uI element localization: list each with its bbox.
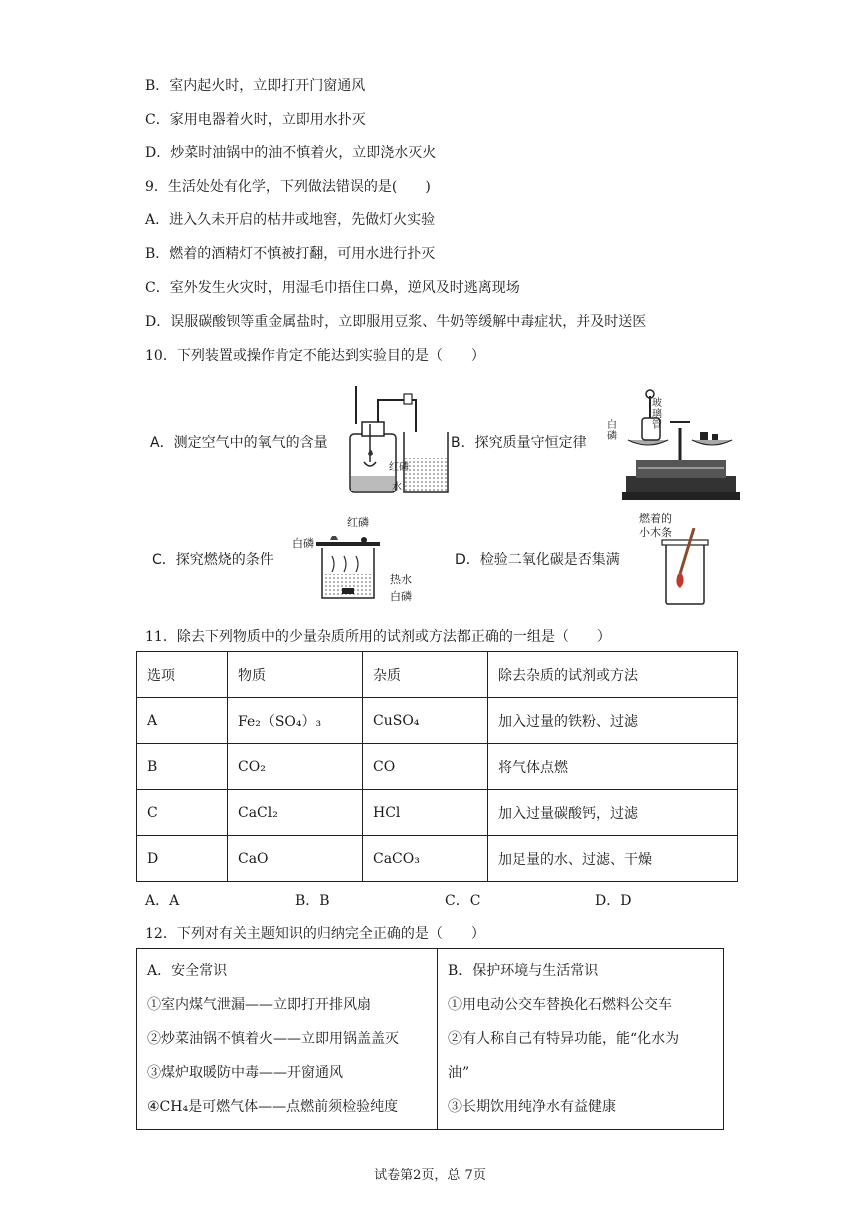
q10-figure-c-tag-white-phosphorus-bottom: 白磷 (390, 590, 412, 603)
q11-option-b: B．B (295, 893, 330, 909)
q9-option-c: C．室外发生火灾时，用湿毛巾捂住口鼻，逆风及时逃离现场 (145, 280, 520, 296)
q12-a-item: ④CH₄是可燃气体——点燃前须检验纯度 (147, 1099, 399, 1115)
q12-b-heading: B．保护环境与生活常识 (448, 963, 599, 979)
q12-a-heading: A．安全常识 (147, 963, 228, 979)
q9-option-a: A．进入久未开启的枯井或地窖，先做灯火实验 (145, 212, 436, 228)
q12-a-item: ③煤炉取暖防中毒——开窗通风 (147, 1065, 343, 1081)
table-cell: 加足量的水、过滤、干燥 (488, 836, 738, 882)
q10-figure-d-tag-splint: 小木条 (639, 526, 672, 539)
q10-figure-d-tag-burning: 燃着的 (639, 512, 672, 525)
table-header-row (137, 652, 738, 698)
q10-figure-c-tag-hot-water: 热水 (390, 573, 412, 586)
q11-stem: 11．除去下列物质中的少量杂质所用的试剂或方法都正确的一组是（ ） (145, 629, 611, 645)
q11-option-d: D．D (595, 893, 632, 909)
table-header-cell: 除去杂质的试剂或方法 (488, 652, 738, 698)
q11-option-a: A．A (145, 893, 180, 909)
q9-option-d: D．误服碳酸钡等重金属盐时，立即服用豆浆、牛奶等缓解中毒症状，并及时送医 (145, 314, 647, 330)
table-cell: 加入过量碳酸钙，过滤 (488, 790, 738, 836)
q10-figure-c-apparatus (312, 536, 392, 608)
table-cell: D (137, 836, 228, 882)
q12-table (136, 948, 724, 1130)
q12-stem: 12．下列对有关主题知识的归纳完全正确的是（ ） (145, 926, 485, 942)
q9-option-b: B．燃着的酒精灯不慎被打翻，可用水进行扑灭 (145, 246, 436, 262)
table-header-cell: 杂质 (363, 652, 488, 698)
q10-figure-b-label: B．探究质量守恒定律 (451, 435, 587, 451)
q11-option-c: C．C (445, 893, 481, 909)
page-footer: 试卷第2页，总 7页 (374, 1168, 486, 1183)
q10-figure-c-tag-white-phosphorus-top: 白磷 (292, 537, 314, 550)
q10-figure-b-balance (620, 388, 740, 502)
table-cell: CuSO₄ (363, 698, 488, 744)
table-cell: CaCO₃ (363, 836, 488, 882)
table-cell: CaO (228, 836, 363, 882)
q10-figure-b-tag-white-phosphorus: 白磷 (607, 420, 617, 442)
q12-a-item: ②炒菜油锅不慎着火——立即用锅盖盖灭 (147, 1031, 399, 1047)
q10-figure-d-gas-bottle (660, 528, 710, 608)
q12-b-item: 油” (448, 1065, 470, 1081)
q10-figure-a-tag-water: 水 (392, 482, 402, 493)
table-cell: 加入过量的铁粉、过滤 (488, 698, 738, 744)
table-cell: C (137, 790, 228, 836)
table-cell: Fe₂（SO₄）₃ (228, 698, 363, 744)
table-header-cell: 选项 (137, 652, 228, 698)
q10-figure-a-tag-red-phosphorus: 红磷 (389, 462, 409, 473)
table-header-cell: 物质 (228, 652, 363, 698)
q10-figure-c-label: C．探究燃烧的条件 (152, 552, 274, 568)
table-row (137, 698, 738, 744)
table-row (137, 744, 738, 790)
table-cell: 将气体点燃 (488, 744, 738, 790)
q12-a-item: ①室内煤气泄漏——立即打开排风扇 (147, 997, 371, 1013)
q10-figure-a-label: A．测定空气中的氧气的含量 (150, 435, 328, 451)
q8-option-b: B．室内起火时，立即打开门窗通风 (145, 78, 366, 94)
table-cell: B (137, 744, 228, 790)
q9-stem: 9．生活处处有化学，下列做法错误的是( ) (145, 179, 431, 195)
q10-figure-b-tag-glass-tube: 玻璃管 (652, 398, 662, 431)
table-cell: HCl (363, 790, 488, 836)
table-cell: CO₂ (228, 744, 363, 790)
q10-figure-c-tag-red-phosphorus: 红磷 (347, 516, 369, 529)
table-row (137, 790, 738, 836)
q10-figure-d-label: D．检验二氧化碳是否集满 (455, 552, 620, 568)
q11-table (136, 651, 738, 882)
table-cell: CO (363, 744, 488, 790)
table-cell: A (137, 698, 228, 744)
q12-cell-b (438, 949, 724, 1130)
table-row (137, 836, 738, 882)
q12-b-item: ②有人称自己有特异功能，能“化水为 (448, 1031, 680, 1047)
q10-stem: 10．下列装置或操作肯定不能达到实验目的是（ ） (145, 348, 485, 364)
q12-b-item: ①用电动公交车替换化石燃料公交车 (448, 997, 672, 1013)
q12-cell-a (137, 949, 438, 1130)
q8-option-c: C．家用电器着火时，立即用水扑灭 (145, 112, 366, 128)
table-cell: CaCl₂ (228, 790, 363, 836)
q12-b-item: ③长期饮用纯净水有益健康 (448, 1099, 616, 1115)
q8-option-d: D．炒菜时油锅中的油不慎着火，立即浇水灭火 (145, 145, 437, 161)
